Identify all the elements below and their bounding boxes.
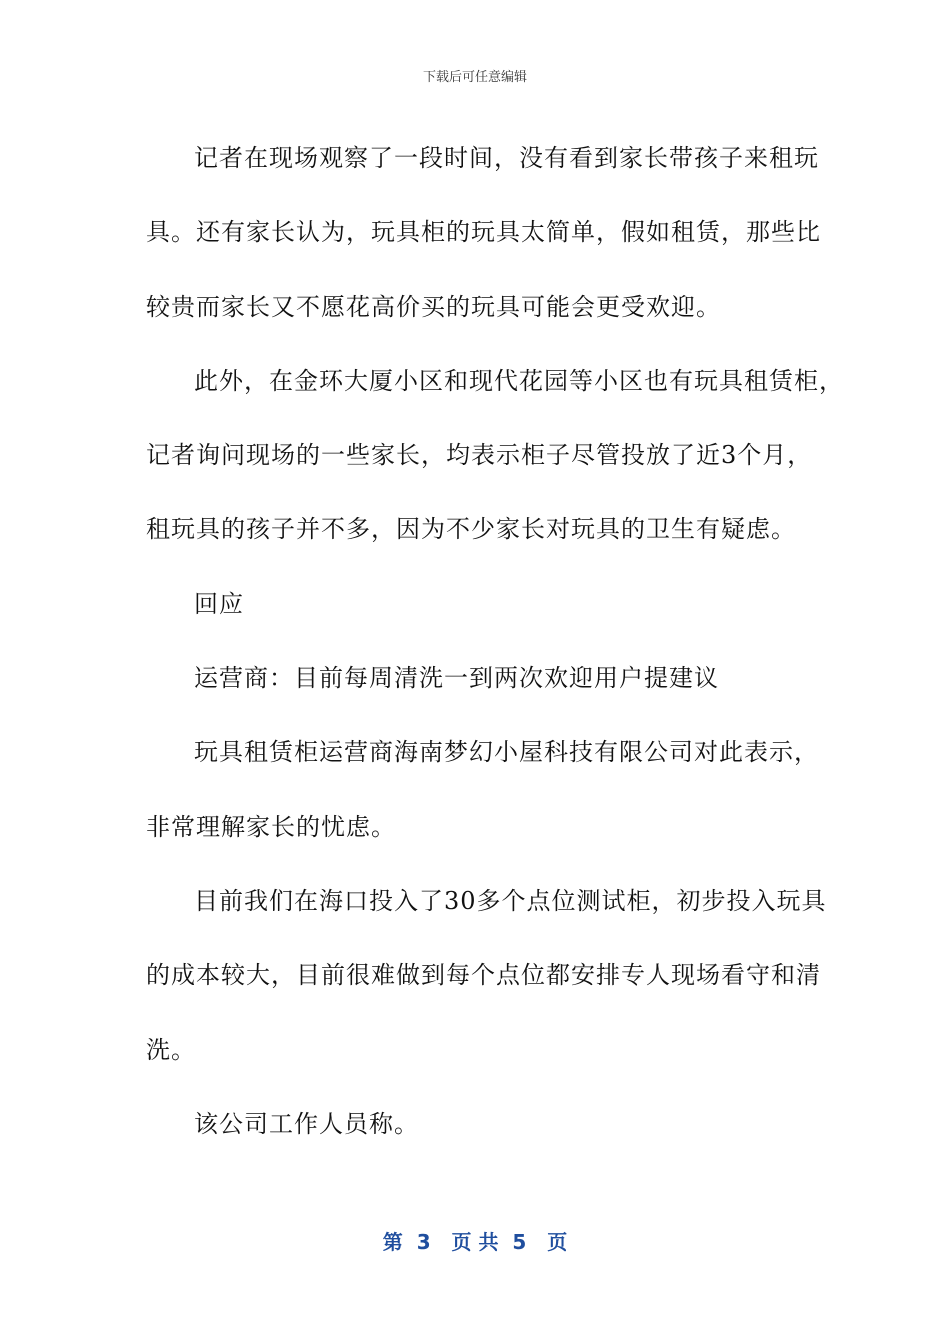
paragraph-line: 记者询问现场的一些家长，均表示柜子尽管投放了近3个月， bbox=[146, 441, 813, 470]
paragraph-line: 玩具租赁柜运营商海南梦幻小屋科技有限公司对此表示， bbox=[194, 738, 819, 767]
paragraph-line: 此外，在金环大厦小区和现代花园等小区也有玩具租赁柜， bbox=[194, 366, 844, 395]
paragraph-line: 目前我们在海口投入了30多个点位测试柜，初步投入玩具 bbox=[194, 886, 827, 915]
page-number-footer: 第 3 页 共 5 页 bbox=[382, 1230, 568, 1254]
page-header-note: 下载后可任意编辑 bbox=[422, 70, 527, 85]
paragraph-line: 具。还有家长认为，玩具柜的玩具太简单，假如租赁，那些比 bbox=[146, 218, 821, 247]
document-body bbox=[146, 121, 844, 1161]
paragraph-line: 较贵而家长又不愿花高价买的玩具可能会更受欢迎。 bbox=[146, 292, 721, 321]
paragraph-line: 洗。 bbox=[146, 1035, 196, 1064]
subheading: 运营商：目前每周清洗一到两次欢迎用户提建议 bbox=[194, 664, 719, 693]
section-heading: 回应 bbox=[194, 589, 244, 618]
paragraph-line: 的成本较大，目前很难做到每个点位都安排专人现场看守和清 bbox=[146, 961, 821, 990]
paragraph-line: 记者在现场观察了一段时间，没有看到家长带孩子来租玩 bbox=[194, 144, 819, 172]
paragraph-line: 非常理解家长的忧虑。 bbox=[146, 812, 396, 841]
paragraph-line: 租玩具的孩子并不多，因为不少家长对玩具的卫生有疑虑。 bbox=[146, 515, 796, 544]
paragraph-line: 该公司工作人员称。 bbox=[194, 1109, 419, 1138]
